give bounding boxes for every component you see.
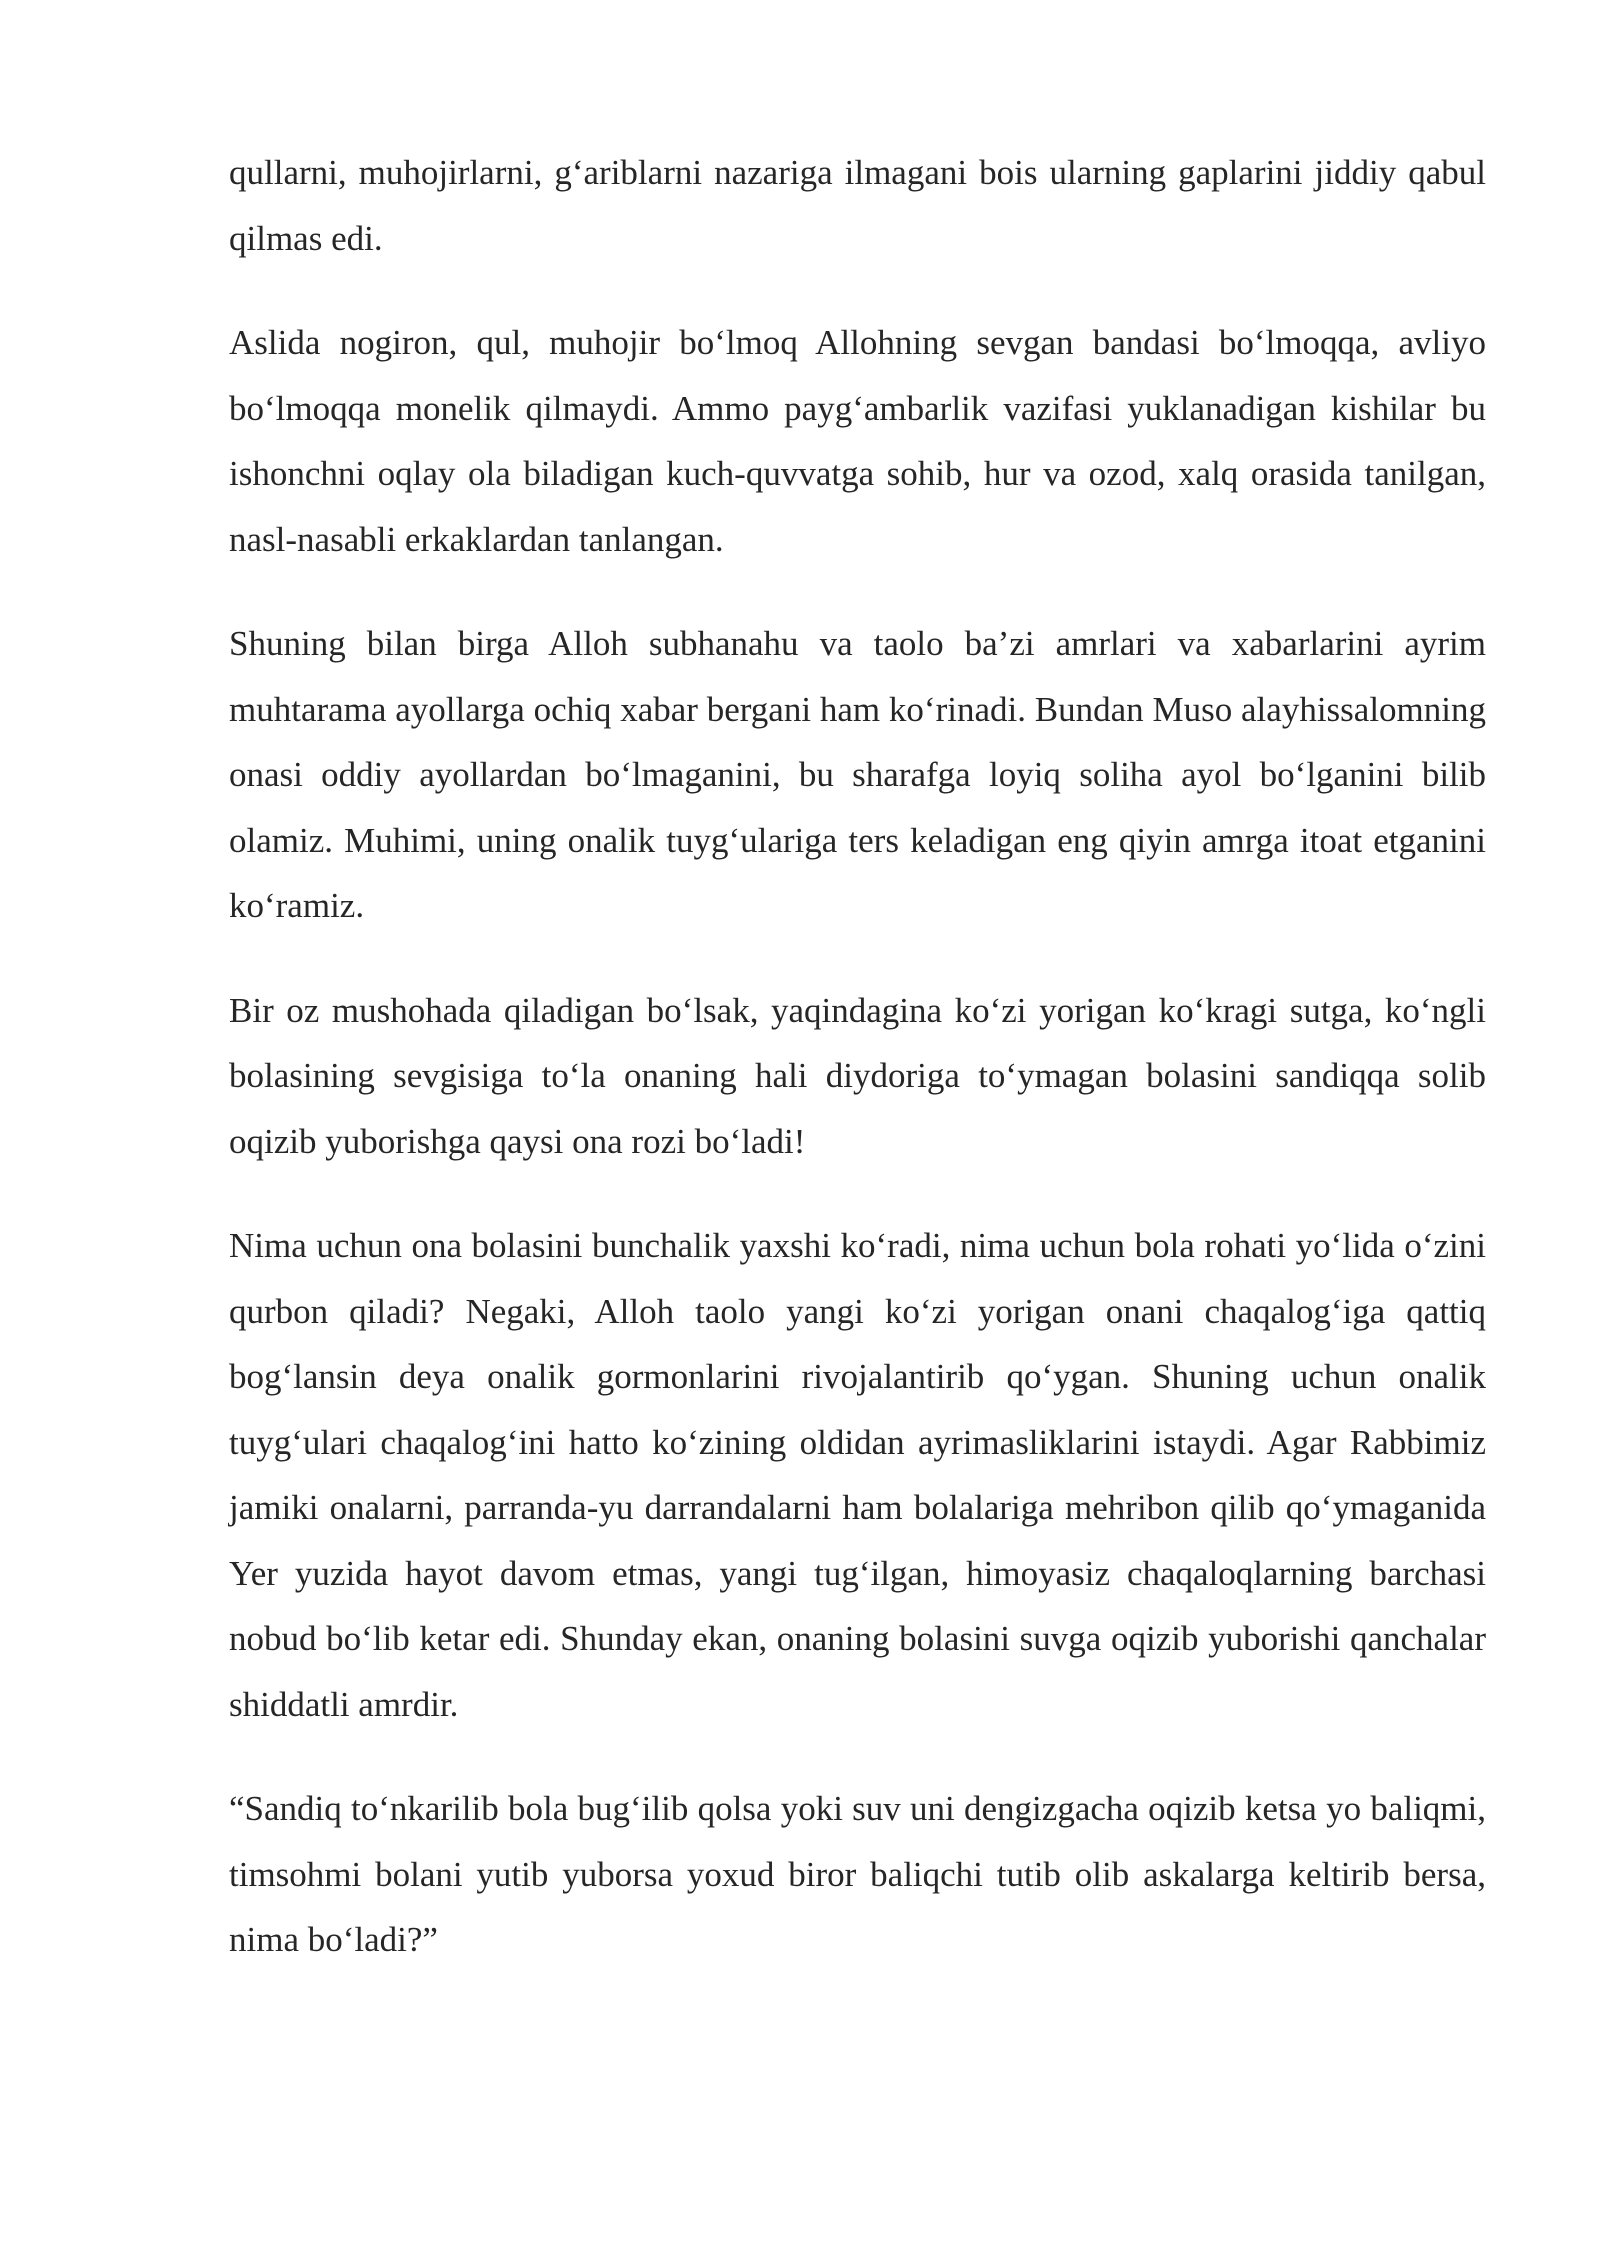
document-page (229, 140, 1486, 2012)
paragraph-2: Aslida nogiron, qul, muhojir bo‘lmoq Allohning sevgan bandasi bo‘lmoqqa, avliyo bo‘lmoqqa monelik qilmaydi. Ammo payg‘ambarlik vazifasi yuklanadigan kishilar bu ishonchni oqlay ola biladigan kuch-quvvatga sohib, hur va ozod, xalq orasida tanilgan, nasl-nasabli erkaklardan tanlangan. (229, 323, 1486, 559)
paragraph-5: Nima uchun ona bolasini bunchalik yaxshi ko‘radi, nima uchun bola rohati yo‘lida o‘zini qurbon qiladi? Negaki, Alloh taolo yangi ko‘zi yorigan onani chaqalog‘iga qattiq bog‘lansin deya onalik gormonlarini rivojalantirib qo‘ygan. Shuning uchun onalik tuyg‘ulari chaqalog‘ini hatto ko‘zining oldidan ayrimasliklarini istaydi. Agar Rabbimiz jamiki onalarni, parranda-yu darrandalarni ham bolalariga mehribon qilib qo‘ymaganida Yer yuzida hayot davom etmas, yangi tug‘ilgan, himoyasiz chaqaloqlarning barchasi nobud bo‘lib ketar edi. Shunday ekan, onaning bolasini suvga oqizib yuborishi qanchalar shiddatli amrdir. (229, 1226, 1486, 1724)
paragraph-4: Bir oz mushohada qiladigan bo‘lsak, yaqindagina ko‘zi yorigan ko‘kragi sutga, ko‘ngli bolasining sevgisiga to‘la onaning hali diydoriga to‘ymagan bolasini sandiqqa solib oqizib yuborishga qaysi ona rozi bo‘ladi! (229, 990, 1486, 1161)
paragraph-6: “Sandiq to‘nkarilib bola bug‘ilib qolsa yoki suv uni dengizgacha oqizib ketsa yo baliqmi, timsohmi bolani yutib yuborsa yoxud biror baliqchi tutib olib askalarga keltirib bersa, nima bo‘ladi?” (229, 1789, 1486, 1959)
paragraph-3: Shuning bilan birga Alloh subhanahu va taolo ba’zi amrlari va xabarlarini ayrim muhtarama ayollarga ochiq xabar bergani ham ko‘rinadi. Bundan Muso alayhissalomning onasi oddiy ayollardan bo‘lmaganini, bu sharafga loyiq soliha ayol bo‘lganini bilib olamiz. Muhimi, uning onalik tuyg‘ulariga ters keladigan eng qiyin amrga itoat etganini ko‘ramiz. (229, 624, 1486, 925)
paragraph-1: qullarni, muhojirlarni, g‘ariblarni nazariga ilmagani bois ularning gaplarini jiddiy qabul qilmas edi. (229, 153, 1486, 258)
